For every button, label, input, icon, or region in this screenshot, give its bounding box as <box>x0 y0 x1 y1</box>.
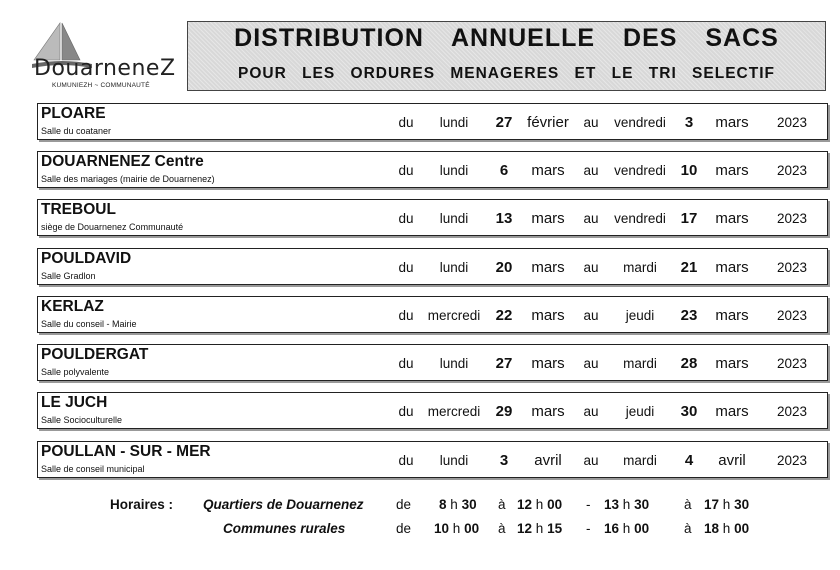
row-venue: Salle de conseil municipal <box>41 464 145 474</box>
row-year: 2023 <box>776 308 808 323</box>
row-from: du <box>398 404 414 419</box>
row-end-month: mars <box>715 307 749 324</box>
row-end-day: mardi <box>623 453 657 468</box>
table-row <box>37 296 828 333</box>
row-to: au <box>583 211 599 226</box>
hours-from: de <box>396 521 412 536</box>
hours-to: à <box>498 497 506 512</box>
row-place: PLOARE <box>41 105 106 122</box>
row-start-day: lundi <box>439 115 469 130</box>
table-row <box>37 441 828 478</box>
row-end-month: mars <box>715 162 749 179</box>
row-year: 2023 <box>776 356 808 371</box>
row-start-day: lundi <box>439 211 469 226</box>
row-start-day: lundi <box>439 163 469 178</box>
row-end-day: jeudi <box>625 404 655 419</box>
row-venue: siège de Douarnenez Communauté <box>41 222 184 232</box>
logo-name: DouarneneZ <box>34 56 176 81</box>
hours-time: 13 h 30 <box>604 497 650 512</box>
row-to: au <box>583 308 599 323</box>
row-place: KERLAZ <box>41 298 104 315</box>
row-start-month: mars <box>531 403 565 420</box>
row-start-date: 27 <box>495 114 513 131</box>
row-end-date: 4 <box>684 452 694 469</box>
logo-subtitle: KUMUNIEZH ~ COMMUNAUTÉ <box>52 82 150 89</box>
row-start-date: 3 <box>499 452 509 469</box>
row-venue: Salle Gradlon <box>41 271 96 281</box>
hours-time: 12 h 00 <box>517 497 563 512</box>
row-start-month: mars <box>531 210 565 227</box>
hours-zone: Quartiers de Douarnenez <box>203 497 364 512</box>
row-place: TREBOUL <box>41 201 116 218</box>
row-end-day: mardi <box>623 260 657 275</box>
hours-time: 16 h 00 <box>604 521 650 536</box>
hours-to: à <box>684 497 692 512</box>
row-venue: Salle Socioculturelle <box>41 415 123 425</box>
row-start-date: 20 <box>495 259 513 276</box>
row-to: au <box>583 163 599 178</box>
row-venue: Salle du conseil - Mairie <box>41 319 137 329</box>
row-from: du <box>398 308 414 323</box>
row-start-date: 6 <box>499 162 509 179</box>
row-end-month: avril <box>718 452 746 469</box>
hours-time: 8 h 30 <box>439 497 477 512</box>
row-year: 2023 <box>776 260 808 275</box>
hours-to: à <box>684 521 692 536</box>
row-from: du <box>398 356 414 371</box>
row-from: du <box>398 211 414 226</box>
row-start-month: mars <box>531 162 565 179</box>
row-start-day: lundi <box>439 453 469 468</box>
row-place: LE JUCH <box>41 394 108 411</box>
row-venue: Salle des mariages (mairie de Douarnenez) <box>41 174 215 184</box>
table-row <box>37 392 828 429</box>
row-end-date: 3 <box>684 114 694 131</box>
row-year: 2023 <box>776 404 808 419</box>
row-to: au <box>583 404 599 419</box>
row-end-date: 30 <box>680 403 698 420</box>
table-row <box>37 344 828 381</box>
row-end-day: vendredi <box>614 211 666 226</box>
row-end-date: 21 <box>680 259 698 276</box>
row-from: du <box>398 260 414 275</box>
row-end-month: mars <box>715 355 749 372</box>
row-start-date: 22 <box>495 307 513 324</box>
row-venue: Salle polyvalente <box>41 367 110 377</box>
row-place: DOUARNENEZ Centre <box>41 153 204 170</box>
hours-time: 18 h 00 <box>704 521 750 536</box>
row-start-date: 13 <box>495 210 513 227</box>
table-row <box>37 248 828 285</box>
row-start-date: 27 <box>495 355 513 372</box>
row-to: au <box>583 115 599 130</box>
row-venue: Salle du coataner <box>41 126 112 136</box>
row-start-month: février <box>527 114 569 131</box>
page-title: DISTRIBUTION ANNUELLE DES SACS <box>234 24 779 52</box>
hours-dash: - <box>586 521 591 536</box>
row-end-month: mars <box>715 114 749 131</box>
row-start-day: lundi <box>439 260 469 275</box>
hours-time: 12 h 15 <box>517 521 563 536</box>
row-start-day: mercredi <box>427 404 481 419</box>
row-start-day: lundi <box>439 356 469 371</box>
row-year: 2023 <box>776 115 808 130</box>
row-end-day: vendredi <box>614 115 666 130</box>
row-end-date: 17 <box>680 210 698 227</box>
hours-label: Horaires : <box>110 497 174 512</box>
hours-zone: Communes rurales <box>223 521 346 536</box>
hours-time: 17 h 30 <box>704 497 750 512</box>
row-start-date: 29 <box>495 403 513 420</box>
row-year: 2023 <box>776 211 808 226</box>
row-to: au <box>583 453 599 468</box>
row-from: du <box>398 453 414 468</box>
row-place: POULDERGAT <box>41 346 149 363</box>
table-row <box>37 151 828 188</box>
row-end-month: mars <box>715 259 749 276</box>
row-start-month: mars <box>531 259 565 276</box>
row-to: au <box>583 356 599 371</box>
hours-dash: - <box>586 497 591 512</box>
row-end-month: mars <box>715 403 749 420</box>
row-to: au <box>583 260 599 275</box>
row-start-month: mars <box>531 355 565 372</box>
row-end-date: 10 <box>680 162 698 179</box>
row-end-month: mars <box>715 210 749 227</box>
table-row <box>37 103 828 140</box>
row-year: 2023 <box>776 453 808 468</box>
row-end-day: vendredi <box>614 163 666 178</box>
row-end-date: 23 <box>680 307 698 324</box>
row-year: 2023 <box>776 163 808 178</box>
row-start-month: avril <box>534 452 562 469</box>
row-start-month: mars <box>531 307 565 324</box>
row-end-day: jeudi <box>625 308 655 323</box>
row-end-day: mardi <box>623 356 657 371</box>
row-from: du <box>398 115 414 130</box>
row-start-day: mercredi <box>427 308 481 323</box>
hours-to: à <box>498 521 506 536</box>
row-place: POULDAVID <box>41 250 132 267</box>
hours-from: de <box>396 497 412 512</box>
row-place: POULLAN - SUR - MER <box>41 443 211 460</box>
row-end-date: 28 <box>680 355 698 372</box>
header-banner <box>187 21 826 91</box>
page-subtitle: POUR LES ORDURES MENAGERES ET LE TRI SELECTIF <box>238 65 775 82</box>
table-row <box>37 199 828 236</box>
hours-time: 10 h 00 <box>434 521 480 536</box>
row-from: du <box>398 163 414 178</box>
